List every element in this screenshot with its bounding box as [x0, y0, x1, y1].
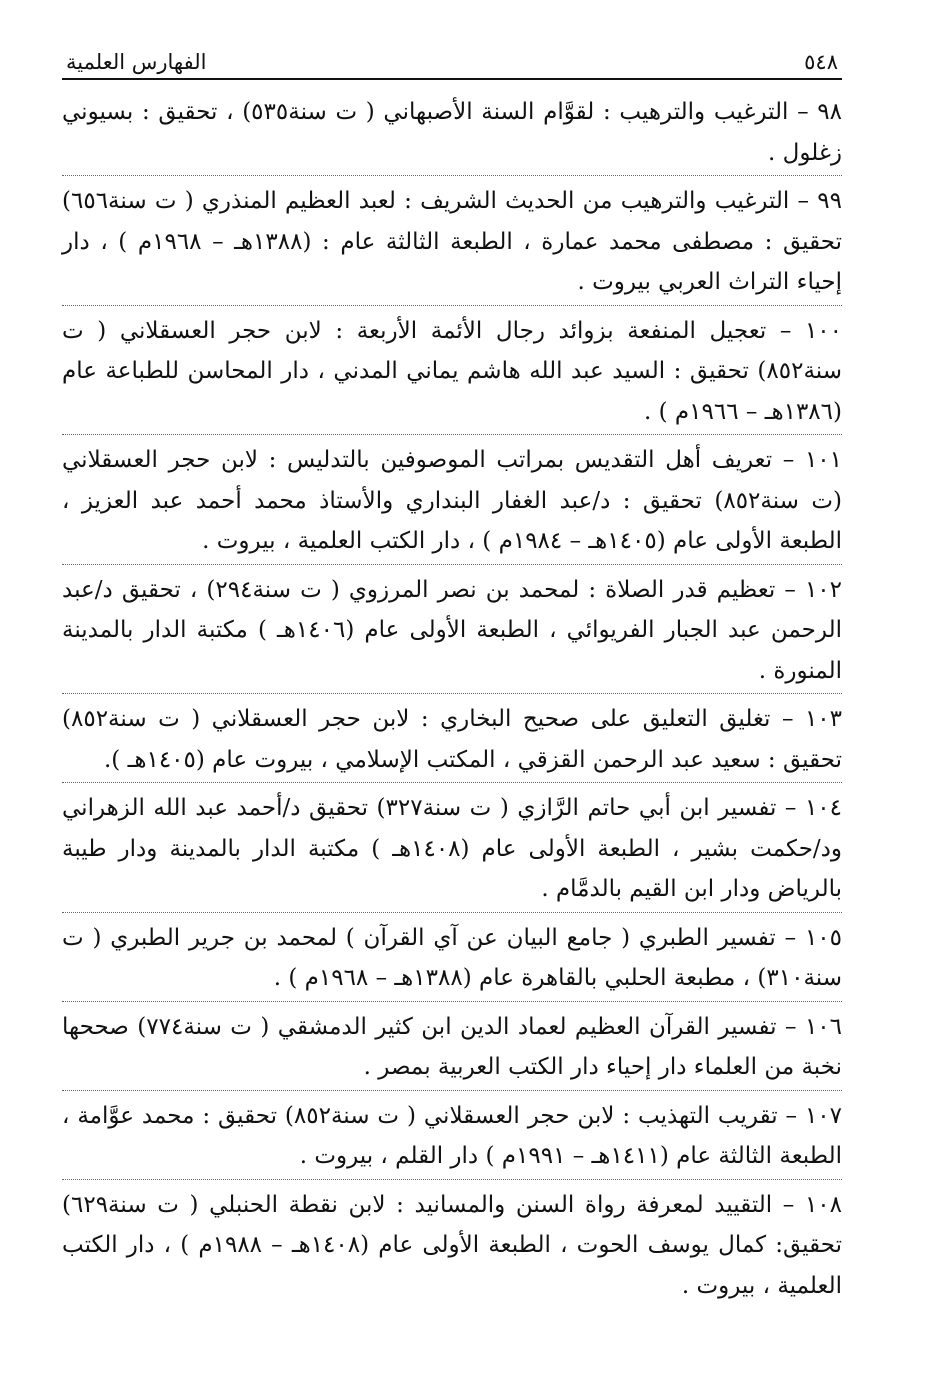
entry-divider [62, 693, 842, 694]
entry-divider [62, 1090, 842, 1091]
bibliography-entry-101: ١٠١ – تعريف أهل التقديس بمراتب الموصوفين بالتدليس : لابن حجر العسقلاني (ت سنة٨٥٢) تحقيق : د/عبد الغفار البنداري والأستاذ محمد أحمد عبد العزيز ، الطبعة الأولى عام (١٤٠٥هـ – ١٩٨٤م ) ، دار الكتب العلمية ، بيروت . [62, 447, 843, 554]
book-page [62, 40, 842, 1306]
entry-divider [62, 175, 842, 176]
bibliography-entry-99: ٩٩ – الترغيب والترهيب من الحديث الشريف : لعبد العظيم المنذري ( ت سنة٦٥٦) تحقيق : مصطفى محمد عمارة ، الطبعة الثالثة عام : (١٣٨٨هـ – ١٩٦٨م ) ، دار إحياء التراث العربي بيروت . [62, 188, 842, 295]
bibliography-entry-106: ١٠٦ – تفسير القرآن العظيم لعماد الدين ابن كثير الدمشقي ( ت سنة٧٧٤) صححها نخبة من العلماء دار إحياء دار الكتب العربية بمصر . [62, 1013, 842, 1080]
entry-divider [62, 564, 842, 565]
entry-divider [62, 434, 842, 435]
page-header [62, 40, 842, 80]
entry-divider [62, 1179, 842, 1180]
bibliography-entry-103: ١٠٣ – تغليق التعليق على صحيح البخاري : لابن حجر العسقلاني ( ت سنة٨٥٢) تحقيق : سعيد عبد الرحمن القزقي ، المكتب الإسلامي ، بيروت عام (١٤٠٥هـ ). [62, 706, 842, 773]
entry-divider [62, 305, 842, 306]
entry-divider [62, 912, 842, 913]
bibliography-list [62, 92, 842, 1306]
bibliography-entry-107: ١٠٧ – تقريب التهذيب : لابن حجر العسقلاني ( ت سنة٨٥٢) تحقيق : محمد عوَّامة ، الطبعة الثالثة عام (١٤١١هـ – ١٩٩١م ) دار القلم ، بيروت . [62, 1102, 843, 1169]
bibliography-entry-98: ٩٨ – الترغيب والترهيب : لقوَّام السنة الأصبهاني ( ت سنة٥٣٥) ، تحقيق : بسيوني زغلول . [62, 99, 842, 166]
bibliography-entry-105: ١٠٥ – تفسير الطبري ( جامع البيان عن آي القرآن ) لمحمد بن جرير الطبري ( ت سنة٣١٠) ، مطبعة الحلبي بالقاهرة عام (١٣٨٨هـ – ١٩٦٨م ) . [62, 924, 842, 991]
bibliography-entry-108: ١٠٨ – التقييد لمعرفة رواة السنن والمسانيد : لابن نقطة الحنبلي ( ت سنة٦٢٩) تحقيق: كمال يوسف الحوت ، الطبعة الأولى عام (١٤٠٨هـ – ١٩٨٨م ) ، دار الكتب العلمية ، بيروت . [62, 1191, 842, 1299]
bibliography-entry-102: ١٠٢ – تعظيم قدر الصلاة : لمحمد بن نصر المرزوي ( ت سنة٢٩٤) ، تحقيق د/عبد الرحمن عبد الجبار الفريوائي ، الطبعة الأولى عام (١٤٠٦هـ ) مكتبة الدار بالمدينة المنورة . [62, 576, 843, 684]
entry-divider [62, 782, 842, 783]
page-number: ٥٤٨ [804, 50, 838, 74]
bibliography-entry-104: ١٠٤ – تفسير ابن أبي حاتم الرَّازي ( ت سنة٣٢٧) تحقيق د/أحمد عبد الله الزهراني ود/حكمت بشير ، الطبعة الأولى عام (١٤٠٨هـ ) مكتبة الدار بالمدينة ودار طيبة بالرياض ودار ابن القيم بالدمَّام . [62, 795, 843, 902]
bibliography-entry-100: ١٠٠ – تعجيل المنفعة بزوائد رجال الأئمة الأربعة : لابن حجر العسقلاني ( ت سنة٨٥٢) تحقيق : السيد عبد الله هاشم يماني المدني ، دار المحاسن للطباعة عام (١٣٨٦هـ – ١٩٦٦م ) . [62, 317, 842, 425]
running-title: الفهارس العلمية [66, 50, 207, 74]
entry-divider [62, 1001, 842, 1002]
